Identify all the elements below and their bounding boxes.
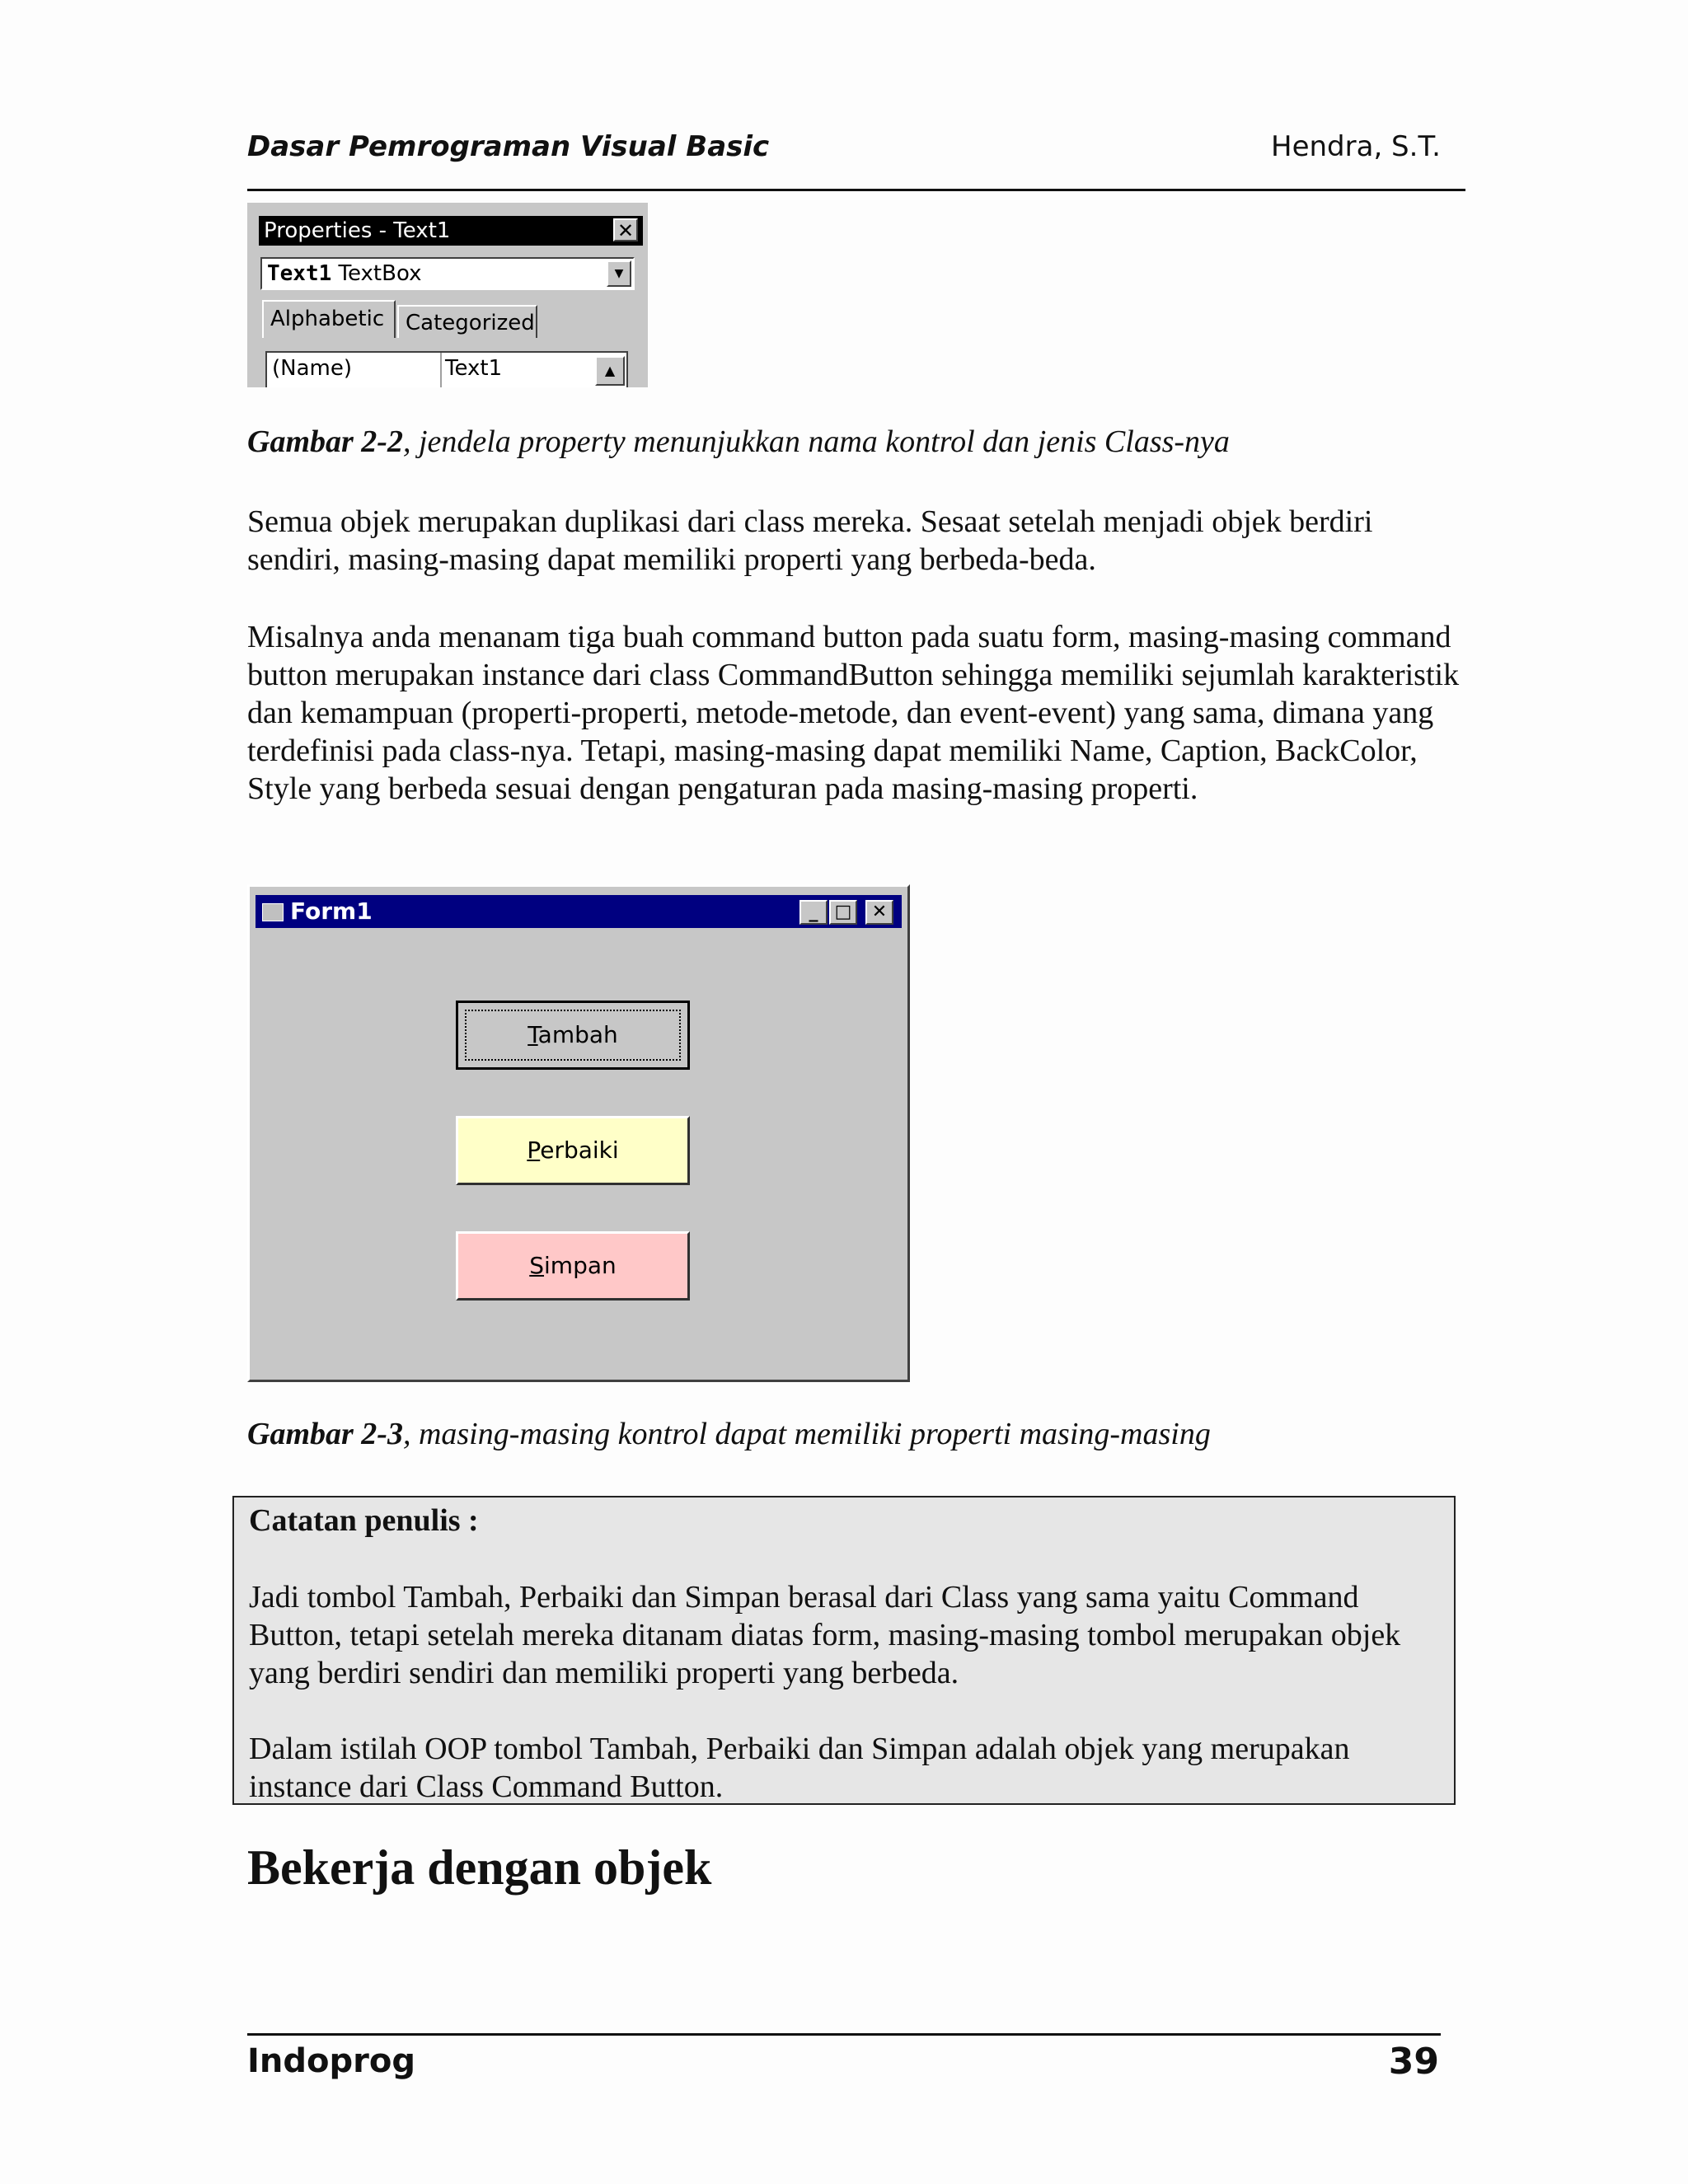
simpan-button[interactable] xyxy=(456,1231,690,1301)
focus-rectangle xyxy=(465,1010,681,1061)
running-header-title: Dasar Pemrograman Visual Basic xyxy=(247,130,770,163)
object-selector[interactable] xyxy=(260,257,635,290)
running-header-author: Hendra, S.T. xyxy=(1271,130,1441,163)
maximize-icon[interactable]: □ xyxy=(829,900,857,925)
perbaiki-accelerator: P xyxy=(527,1137,541,1164)
perbaiki-button[interactable] xyxy=(456,1116,690,1185)
scroll-up-icon[interactable]: ▲ xyxy=(595,356,625,386)
form1-window-figure xyxy=(247,884,910,1382)
note-paragraph-2: Dalam istilah OOP tombol Tambah, Perbaiki dan Simpan adalah objek yang merupakan instance dari Class Command Button. xyxy=(249,1732,1350,1804)
chevron-down-icon[interactable]: ▼ xyxy=(607,260,631,287)
note-title: Catatan penulis : xyxy=(249,1503,479,1538)
tambah-label: ambah xyxy=(537,1021,618,1048)
form-title-bar xyxy=(256,895,902,928)
simpan-accelerator: S xyxy=(529,1252,545,1279)
properties-title-bar xyxy=(259,216,643,246)
author-note-box xyxy=(232,1496,1456,1805)
caption-text: , masing-masing kontrol dapat memiliki properti masing-masing xyxy=(402,1417,1211,1451)
grid-divider xyxy=(440,353,442,387)
object-class: TextBox xyxy=(338,261,422,286)
figure-caption-2-3 xyxy=(247,1416,1211,1452)
form-icon xyxy=(262,903,284,921)
property-name: (Name) xyxy=(272,356,352,381)
close-icon[interactable]: ✕ xyxy=(613,218,638,241)
section-heading: Bekerja dengan objek xyxy=(247,1840,712,1895)
perbaiki-label: erbaiki xyxy=(540,1137,619,1164)
tab-alphabetic[interactable]: Alphabetic xyxy=(262,300,396,338)
object-name: Text1 xyxy=(267,261,332,286)
note-paragraph-1: Jadi tombol Tambah, Perbaiki dan Simpan berasal dari Class yang sama yaitu Command Button, tetapi setelah mereka ditanam diatas form, masing-masing tombol merupakan objek yang berdiri sendiri dan memiliki properti yang berbeda. xyxy=(249,1580,1401,1690)
simpan-label: impan xyxy=(544,1252,617,1279)
properties-window-figure xyxy=(247,203,648,387)
tambah-button[interactable] xyxy=(456,1001,690,1070)
footer-publisher: Indoprog xyxy=(247,2042,415,2080)
close-icon[interactable]: ✕ xyxy=(865,900,893,925)
page-number: 39 xyxy=(1388,2041,1439,2083)
paragraph-2: Misalnya anda menanam tiga buah command button pada suatu form, masing-masing command button merupakan instance dari class CommandButton sehingga memiliki sejumlah karakteristik dan kemampuan (properti-properti, metode-metode, dan event-event) yang sama, dimana yang terdefinisi pada class-nya. Tetapi, masing-masing dapat memiliki Name, Caption, BackColor, Style yang berbeda sesuai dengan pengaturan pada masing-masing properti. xyxy=(247,620,1460,806)
minimize-icon[interactable]: _ xyxy=(799,900,828,925)
caption-label: Gambar 2-3 xyxy=(247,1417,403,1451)
property-value[interactable]: Text1 xyxy=(445,356,503,381)
tambah-accelerator: T xyxy=(528,1021,538,1048)
caption-label: Gambar 2-2 xyxy=(247,424,403,459)
header-rule xyxy=(247,189,1465,191)
property-row[interactable] xyxy=(265,351,628,387)
caption-text: , jendela property menunjukkan nama kontrol dan jenis Class-nya xyxy=(402,424,1230,459)
figure-caption-2-2 xyxy=(247,424,1230,460)
form-title: Form1 xyxy=(290,898,373,925)
properties-title: Properties - Text1 xyxy=(264,218,451,243)
footer-rule xyxy=(247,2033,1441,2036)
paragraph-1: Semua objek merupakan duplikasi dari class mereka. Sesaat setelah menjadi objek berdiri sendiri, masing-masing dapat memiliki properti yang berbeda-beda. xyxy=(247,504,1373,577)
tab-categorized[interactable]: Categorized xyxy=(397,305,537,338)
